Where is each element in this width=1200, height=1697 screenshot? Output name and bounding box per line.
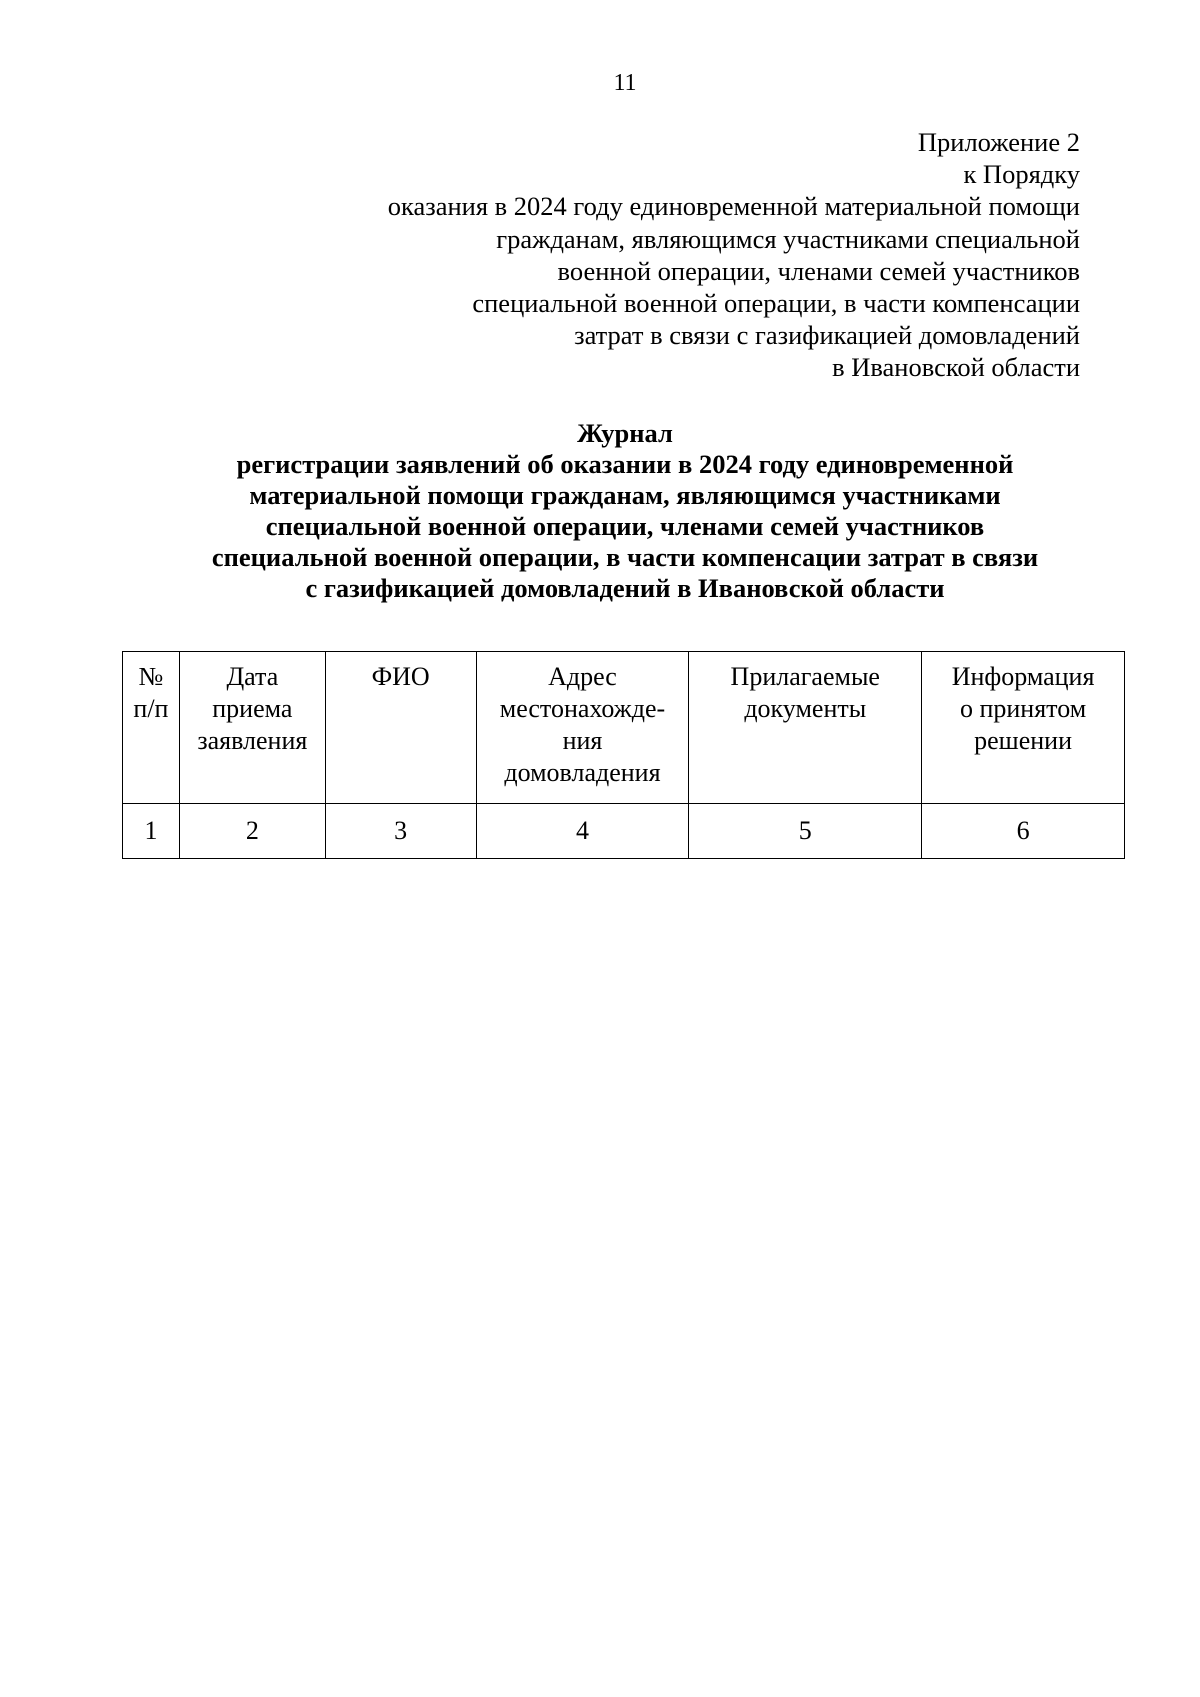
header-decision-info: Информация о принятом решении xyxy=(922,652,1125,804)
appendix-line: гражданам, являющимся участниками специальной xyxy=(496,223,1080,254)
header-number: № п/п xyxy=(123,652,180,804)
table-cell: 2 xyxy=(179,804,325,859)
journal-title-line: с газификацией домовладений в Ивановской области xyxy=(305,573,945,603)
appendix-line: специальной военной операции, в части компенсации xyxy=(472,288,1080,319)
table-cell: 1 xyxy=(123,804,180,859)
journal-title-line: регистрации заявлений об оказании в 2024 году единовременной xyxy=(236,449,1014,479)
journal-title-line: специальной военной операции, членами семей участников xyxy=(265,511,985,541)
appendix-line: к Порядку xyxy=(963,159,1080,190)
header-receipt-date: Дата приема заявления xyxy=(179,652,325,804)
appendix-line: затрат в связи с газификацией домовладений xyxy=(574,320,1080,351)
header-full-name: ФИО xyxy=(325,652,476,804)
table-cell: 6 xyxy=(922,804,1125,859)
registration-journal-table xyxy=(122,651,1125,859)
journal-title xyxy=(0,418,1200,604)
journal-title-line: материальной помощи гражданам, являющимся участниками xyxy=(249,480,1001,510)
appendix-line: оказания в 2024 году единовременной материальной помощи xyxy=(387,191,1080,222)
table-header-row xyxy=(123,652,1125,804)
table-cell: 4 xyxy=(476,804,689,859)
appendix-reference xyxy=(388,126,1080,384)
header-attached-documents: Прилагаемые документы xyxy=(689,652,922,804)
header-address: Адрес местонахожде- ния домовладения xyxy=(476,652,689,804)
journal-title-heading: Журнал xyxy=(577,418,673,448)
appendix-line: военной операции, членами семей участников xyxy=(557,255,1080,286)
appendix-line: в Ивановской области xyxy=(832,352,1080,383)
appendix-line: Приложение 2 xyxy=(917,127,1080,157)
page-number: 11 xyxy=(613,70,637,96)
table-row xyxy=(123,804,1125,859)
table-cell: 3 xyxy=(325,804,476,859)
journal-title-line: специальной военной операции, в части компенсации затрат в связи xyxy=(211,542,1039,572)
table-cell: 5 xyxy=(689,804,922,859)
